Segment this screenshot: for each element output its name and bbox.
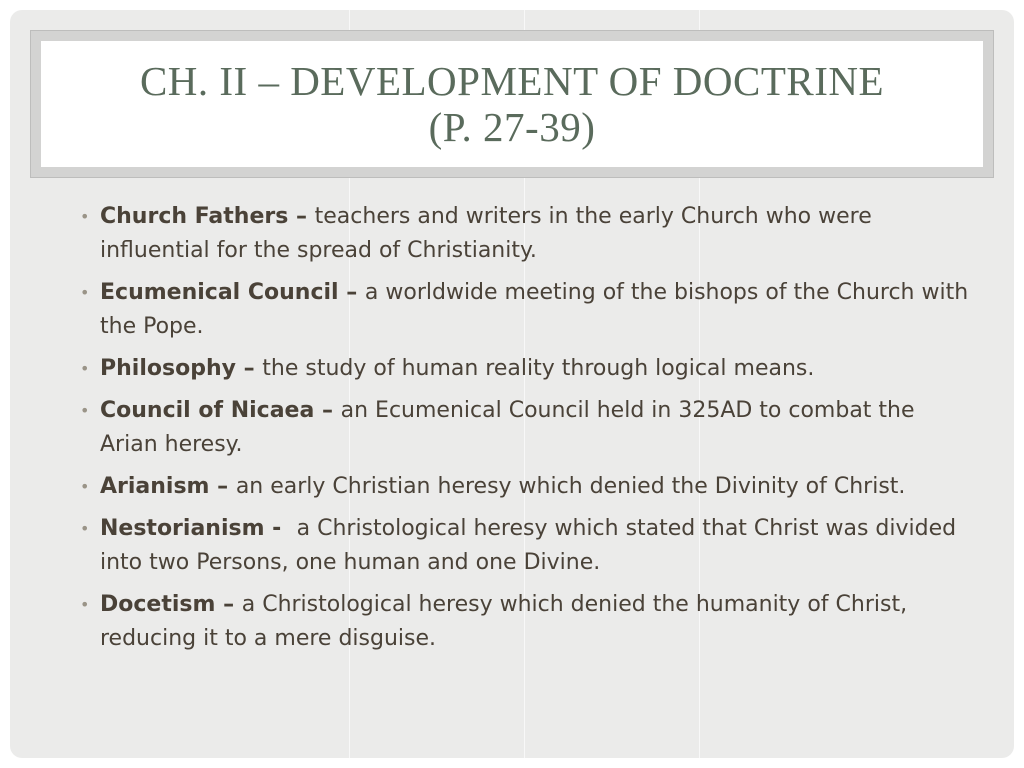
- bullet-icon: •: [80, 519, 90, 538]
- term-name: Arianism –: [100, 474, 236, 499]
- term-list: [80, 200, 970, 664]
- title-box: [41, 41, 983, 167]
- list-item: [80, 512, 970, 580]
- list-item: [80, 470, 970, 504]
- title-frame: [30, 30, 994, 178]
- term-definition: the study of human reality through logical means.: [262, 356, 815, 381]
- term-definition: a Christological heresy which denied the humanity of Christ, reducing it to a mere disguise.: [100, 592, 908, 651]
- slide-title-line-1: CH. II – DEVELOPMENT OF DOCTRINE: [139, 58, 885, 104]
- term-name: Church Fathers –: [100, 204, 315, 229]
- list-item: [80, 200, 970, 268]
- list-item: [80, 588, 970, 656]
- bullet-icon: •: [80, 207, 90, 226]
- term-name: Docetism –: [100, 592, 242, 617]
- list-item: [80, 276, 970, 344]
- bullet-icon: •: [80, 477, 90, 496]
- term-name: Nestorianism -: [100, 516, 297, 541]
- bullet-icon: •: [80, 359, 90, 378]
- term-definition: an Ecumenical Council held in 325AD to combat the Arian heresy.: [100, 398, 915, 457]
- slide-title-line-2: (P. 27-39): [428, 104, 596, 150]
- term-name: Ecumenical Council –: [100, 280, 365, 305]
- bullet-icon: •: [80, 401, 90, 420]
- bullet-icon: •: [80, 595, 90, 614]
- term-name: Philosophy –: [100, 356, 263, 381]
- list-item: [80, 394, 970, 462]
- term-definition: teachers and writers in the early Church who were influential for the spread of Christianity.: [100, 204, 872, 263]
- bullet-icon: •: [80, 283, 90, 302]
- term-definition: a Christological heresy which stated that Christ was divided into two Persons, one human and one Divine.: [100, 516, 957, 575]
- term-definition: a worldwide meeting of the bishops of the Church with the Pope.: [100, 280, 969, 339]
- slide-title: [41, 58, 983, 150]
- term-name: Council of Nicaea –: [100, 398, 341, 423]
- slide: [10, 10, 1014, 758]
- list-item: [80, 352, 970, 386]
- term-definition: an early Christian heresy which denied the Divinity of Christ.: [235, 474, 906, 499]
